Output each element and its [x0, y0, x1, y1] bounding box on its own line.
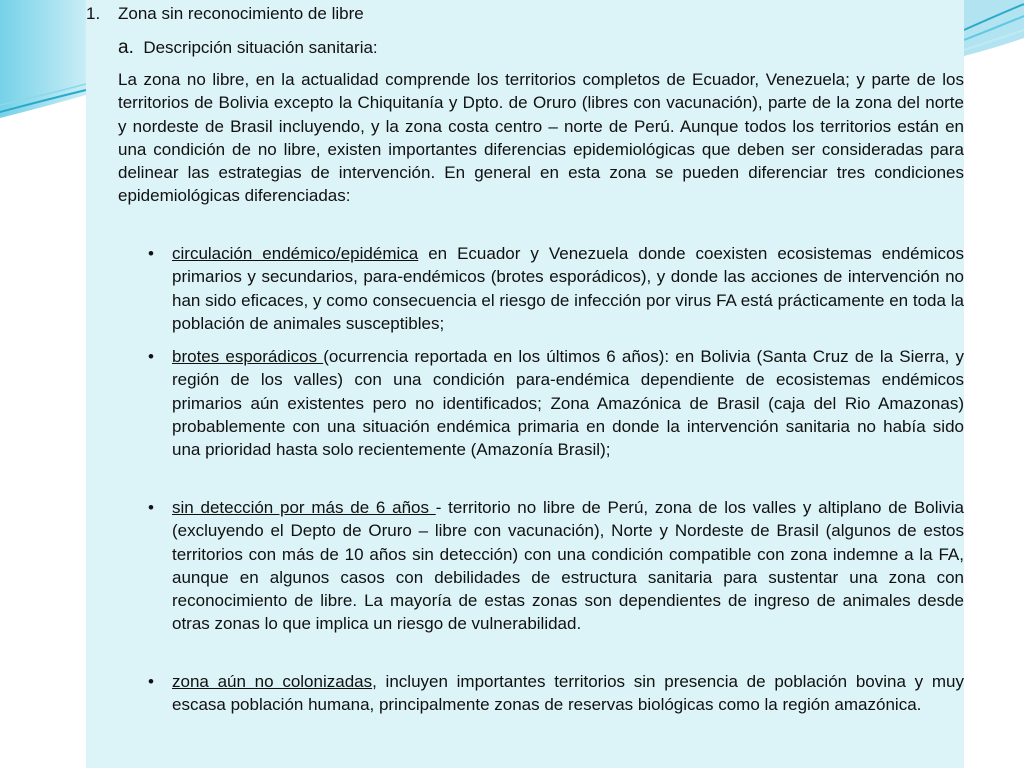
bullet-dot-icon: •: [148, 672, 154, 691]
bullet-term: circulación endémico/epidémica: [172, 244, 419, 263]
intro-paragraph: La zona no libre, en la actualidad comprende los territorios completos de Ecuador, Venezuela; y parte de los territorios de Bolivia excepto la Chiquitanía y Dpto. de Oruro (libres con vacunación), parte de la zona del norte y nordeste de Brasil incluyendo, y la zona costa centro – norte de Perú. Aunque todos los territorios están en una condición de no libre, existen importantes diferencias epidemiológicas que deben ser consideradas para delinear las estrategias de intervención. En general en esta zona se pueden diferenciar tres condiciones epidemiológicas diferenciadas:: [118, 70, 964, 206]
bullet-item: [148, 242, 964, 335]
bullet-term: brotes esporádicos: [172, 347, 324, 366]
bullet-term: zona aún no colonizadas: [172, 672, 373, 691]
bullet-term: sin detección por más de 6 años: [172, 498, 436, 517]
bullet-dot-icon: •: [148, 347, 154, 366]
subsection-letter: a.: [118, 37, 134, 58]
section-title: Zona sin reconocimiento de libre: [118, 4, 364, 23]
subsection-title: Descripción situación sanitaria:: [143, 38, 378, 57]
bullet-item: [148, 345, 964, 461]
bullet-text: (ocurrencia reportada en los últimos 6 años): en Bolivia (Santa Cruz de la Sierra, y región de los valles) con una condición para-endémica dependiente de ecosistemas endémicos primarios aún existentes pero no identificados; Zona Amazónica de Brasil (caja del Rio Amazonas) probablemente con una situación endémica primaria en donde la intervención sanitaria no había sido una prioridad hasta solo recientemente (Amazonía Brasil);: [172, 347, 964, 460]
bullet-text: , incluyen importantes territorios sin presencia de población bovina y muy escasa población humana, principalmente zonas de reservas biológicas como la región amazónica.: [172, 672, 964, 715]
bullet-dot-icon: •: [148, 498, 154, 517]
bullet-text: en Ecuador y Venezuela donde coexisten ecosistemas endémicos primarios y secundarios, para-endémicos (brotes esporádicos), y donde las acciones de intervención no han sido eficaces, y como consecuencia el riesgo de infección por virus FA está prácticamente en toda la población de animales susceptibles;: [172, 244, 964, 333]
section-number: 1.: [86, 4, 101, 23]
bullet-dot-icon: •: [148, 244, 154, 263]
subsection-heading: [118, 36, 378, 59]
slide-content: [86, 0, 964, 768]
bullet-text: - territorio no libre de Perú, zona de los valles y altiplano de Bolivia (excluyendo el Depto de Oruro – libre con vacunación), Norte y Nordeste de Brasil (algunos de estos territorios con más de 10 años sin detección) con una condición compatible con zona indemne a la FA, aunque en algunos casos con debilidades de estructura sanitaria para sustentar una zona con reconocimiento de libre. La mayoría de estas zonas son dependientes de ingreso de animales desde otras zonas lo que implica un riesgo de vulnerabilidad.: [172, 498, 965, 634]
bullet-item: [148, 670, 964, 717]
bullet-item: [148, 496, 965, 636]
